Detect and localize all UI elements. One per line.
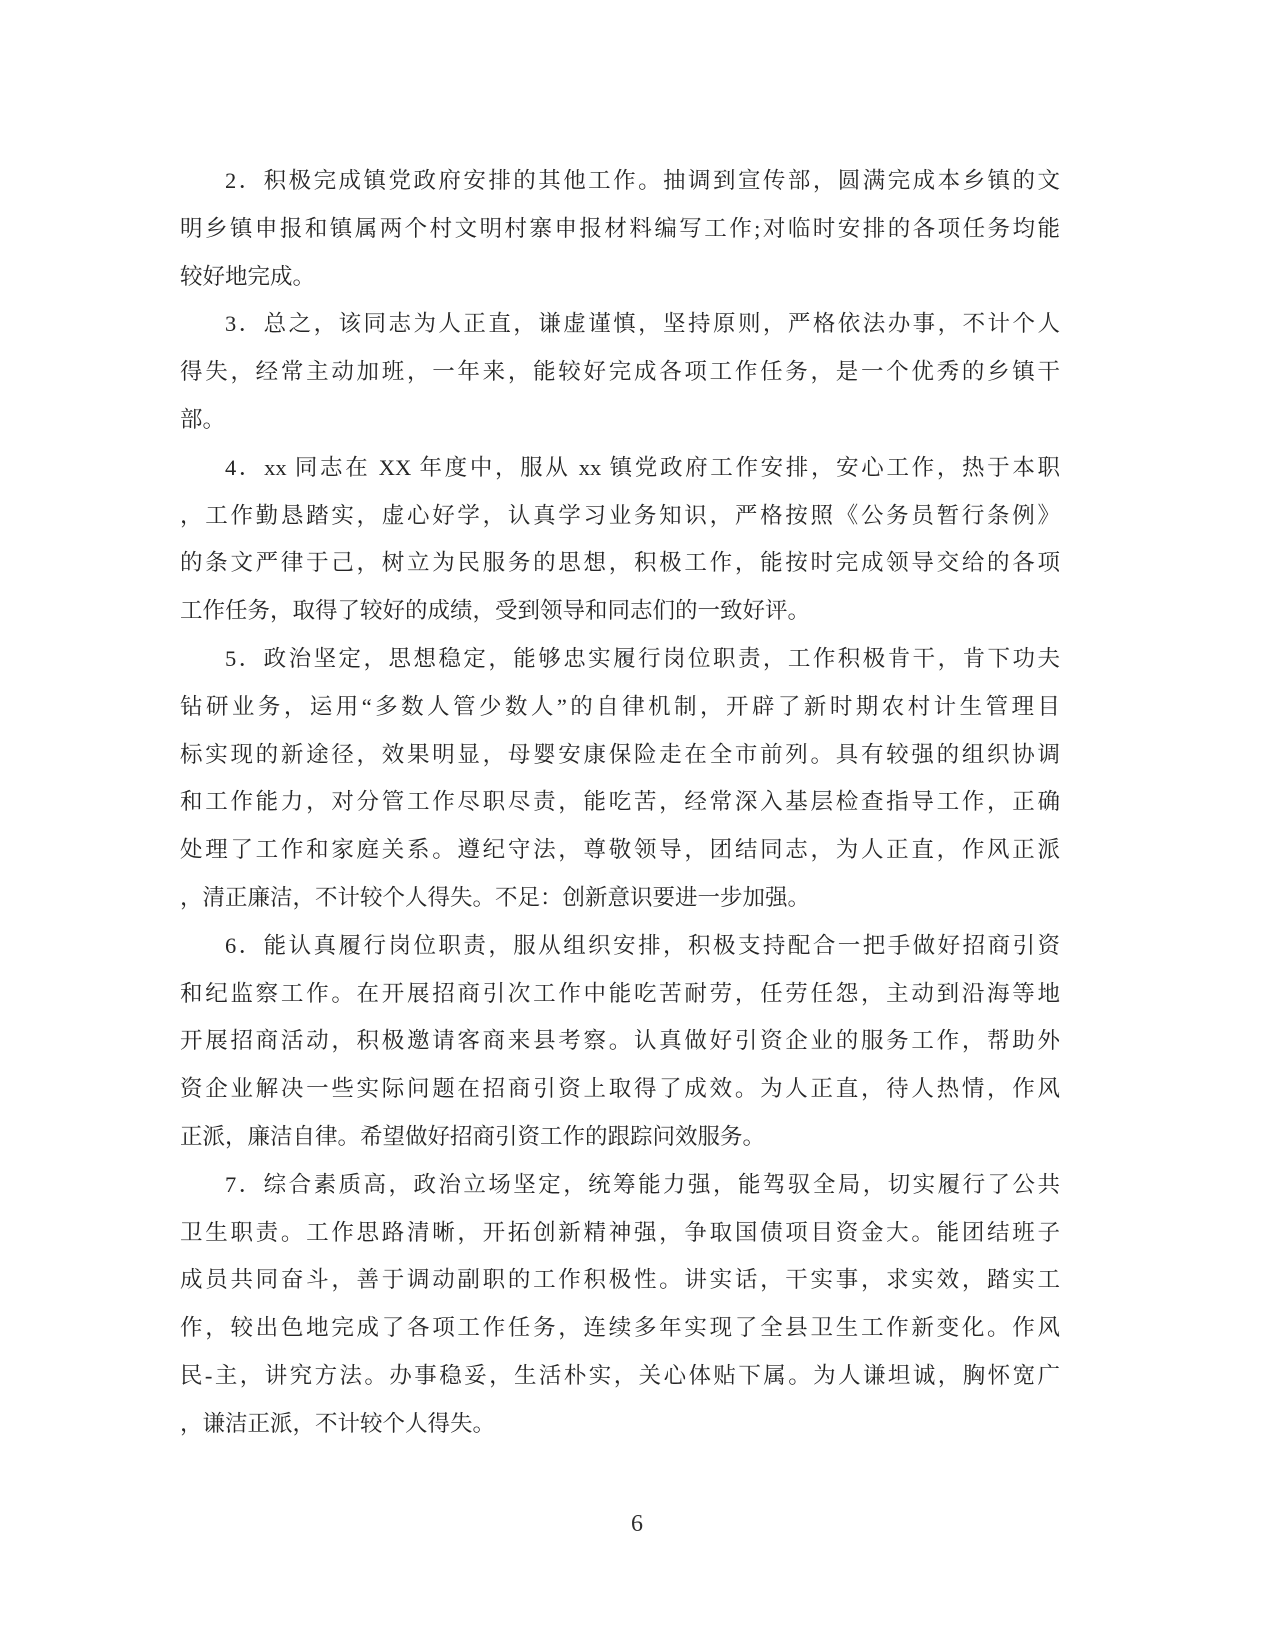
- text-line: 资企业解决一些实际问题在招商引资上取得了成效。为人正直，待人热情，作风: [180, 1076, 1060, 1102]
- text-line: 工作任务，取得了较好的成绩，受到领导和同志们的一致好评。: [180, 598, 811, 624]
- text-line: 的条文严律于己，树立为民服务的思想，积极工作，能按时完成领导交给的各项: [180, 550, 1060, 576]
- text-line: 和工作能力，对分管工作尽职尽责，能吃苦，经常深入基层检查指导工作，正确: [180, 789, 1060, 815]
- text-line: 4．xx 同志在 XX 年度中，服从 xx 镇党政府工作安排，安心工作，热于本职: [225, 454, 1060, 480]
- text-line: 钻研业务，运用“多数人管少数人”的自律机制，开辟了新时期农村计生管理目: [180, 693, 1060, 719]
- document-body: [180, 157, 1060, 1448]
- text-line: ，谦洁正派，不计较个人得失。: [180, 1410, 496, 1436]
- text-line: 得失，经常主动加班，一年来，能较好完成各项工作任务，是一个优秀的乡镇干: [180, 359, 1060, 385]
- text-line: 和纪监察工作。在开展招商引次工作中能吃苦耐劳，任劳任怨，主动到沿海等地: [180, 980, 1060, 1006]
- text-line: 明乡镇申报和镇属两个村文明村寨申报材料编写工作;对临时安排的各项任务均能: [180, 215, 1060, 241]
- paragraph: [180, 922, 1060, 1161]
- page-number: 6: [631, 1511, 643, 1537]
- paragraph: [180, 300, 1060, 443]
- text-line: ，清正廉洁，不计较个人得失。不足：创新意识要进一步加强。: [180, 884, 811, 910]
- text-line: 部。: [180, 406, 226, 432]
- paragraph: [180, 157, 1060, 300]
- text-line: 5．政治坚定，思想稳定，能够忠实履行岗位职责，工作积极肯干，肯下功夫: [225, 645, 1060, 671]
- text-line: ，工作勤恳踏实，虚心好学，认真学习业务知识，严格按照《公务员暂行条例》: [180, 502, 1060, 528]
- text-line: 正派，廉洁自律。希望做好招商引资工作的跟踪问效服务。: [180, 1123, 766, 1149]
- text-line: 7．综合素质高，政治立场坚定，统筹能力强，能驾驭全局，切实履行了公共: [225, 1171, 1060, 1197]
- text-line: 开展招商活动，积极邀请客商来县考察。认真做好引资企业的服务工作，帮助外: [180, 1028, 1060, 1054]
- text-line: 作，较出色地完成了各项工作任务，连续多年实现了全县卫生工作新变化。作风: [180, 1315, 1060, 1341]
- paragraph: [180, 444, 1060, 635]
- paragraph: [180, 635, 1060, 922]
- text-line: 6．能认真履行岗位职责，服从组织安排，积极支持配合一把手做好招商引资: [225, 932, 1060, 958]
- text-line: 标实现的新途径，效果明显，母婴安康保险走在全市前列。具有较强的组织协调: [180, 741, 1060, 767]
- text-line: 卫生职责。工作思路清晰，开拓创新精神强，争取国债项目资金大。能团结班子: [180, 1219, 1060, 1245]
- text-line: 3．总之，该同志为人正直，谦虚谨慎，坚持原则，严格依法办事，不计个人: [225, 311, 1060, 337]
- text-line: 2．积极完成镇党政府安排的其他工作。抽调到宣传部，圆满完成本乡镇的文: [225, 168, 1060, 193]
- text-line: 较好地完成。: [180, 263, 316, 289]
- paragraph: [180, 1161, 1060, 1448]
- text-line: 民-主，讲究方法。办事稳妥，生活朴实，关心体贴下属。为人谦坦诚，胸怀宽广: [180, 1362, 1060, 1388]
- text-line: 成员共同奋斗，善于调动副职的工作积极性。讲实话，干实事，求实效，踏实工: [180, 1267, 1060, 1293]
- text-line: 处理了工作和家庭关系。遵纪守法，尊敬领导，团结同志，为人正直，作风正派: [180, 837, 1060, 863]
